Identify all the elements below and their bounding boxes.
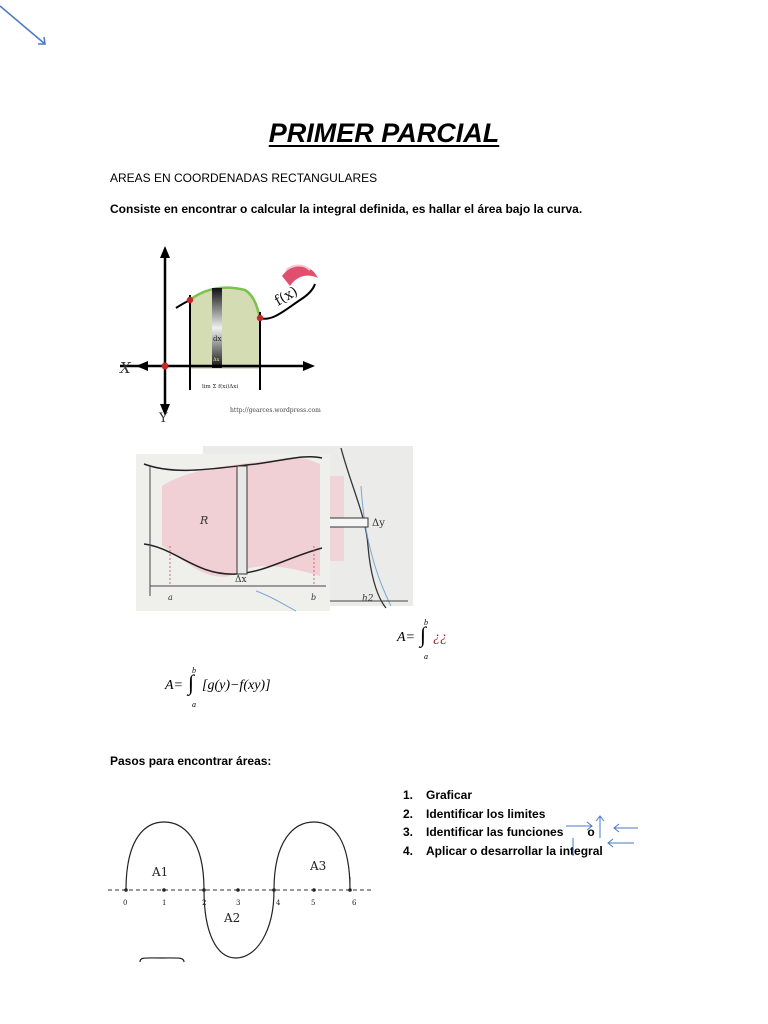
limit-notation: lim Σ f(xi)Δxi <box>202 384 239 390</box>
list-item: 1. Graficar <box>403 788 473 802</box>
integral-sign-icon: ∫ <box>420 622 427 647</box>
x-axis-label: X <box>120 359 131 377</box>
formula1-lhs: A= <box>397 630 415 645</box>
area-under-curve-figure <box>110 240 330 425</box>
formula1-upper-limit: b <box>424 618 428 627</box>
h2-label: h2 <box>362 594 374 604</box>
a-label: a <box>168 593 173 602</box>
y-axis-label: Y <box>159 411 168 425</box>
delta-x-label-2: Δx <box>235 575 247 585</box>
dx-label: dx <box>213 335 222 343</box>
tick-label: 1 <box>162 899 167 907</box>
tick-label: 5 <box>311 899 316 907</box>
formula2-integrand: [g(y)−f(xy)] <box>202 678 271 693</box>
region-label: R <box>200 514 209 527</box>
region-label-a1: A1 <box>152 865 169 879</box>
annotation-arrow-icon <box>0 0 60 60</box>
tick-label: 2 <box>202 899 207 907</box>
formula1-lower-limit: a <box>424 652 428 661</box>
fx-label: f(x) <box>272 283 301 310</box>
list-item: 2. Identificar los limites <box>403 806 546 821</box>
section-heading: AREAS EN COORDENADAS RECTANGULARES <box>110 171 378 185</box>
area-formula-1 <box>397 618 477 662</box>
region-label-a3: A3 <box>310 859 327 873</box>
area-formula-2 <box>165 666 315 710</box>
delta-x-label: Δx <box>213 357 220 363</box>
region-label-a2: A2 <box>224 911 241 925</box>
page-title: PRIMER PARCIAL <box>268 118 500 148</box>
list-item: 3. Identificar las funciones o <box>403 825 595 839</box>
integral-sign-icon: ∫ <box>188 670 195 695</box>
wave-area-graph <box>106 812 374 962</box>
list-item: 4. Aplicar o desarrollar la integral <box>403 843 603 858</box>
annotation-arrows-icon <box>560 812 645 860</box>
tick-label: 0 <box>123 899 128 907</box>
region-between-curves-figure <box>136 446 414 612</box>
step3-suffix: o <box>587 825 595 839</box>
tick-label: 4 <box>276 899 281 907</box>
steps-heading: Pasos para encontrar áreas: <box>110 754 272 768</box>
formula2-upper-limit: b <box>192 666 196 675</box>
definition-paragraph: Consiste en encontrar o calcular la integral definida, es hallar el área bajo la curva. <box>110 202 583 216</box>
tick-label: 3 <box>236 899 241 907</box>
tick-label: 6 <box>352 899 357 907</box>
b-label: b <box>311 593 317 602</box>
formula1-integrand: ¿¿ <box>433 630 447 645</box>
formula2-lhs: A= <box>165 678 183 693</box>
watermark-text: http://gearces.wordpress.com <box>230 407 321 414</box>
delta-y-label: Δy <box>372 518 385 529</box>
formula2-lower-limit: a <box>192 700 196 709</box>
